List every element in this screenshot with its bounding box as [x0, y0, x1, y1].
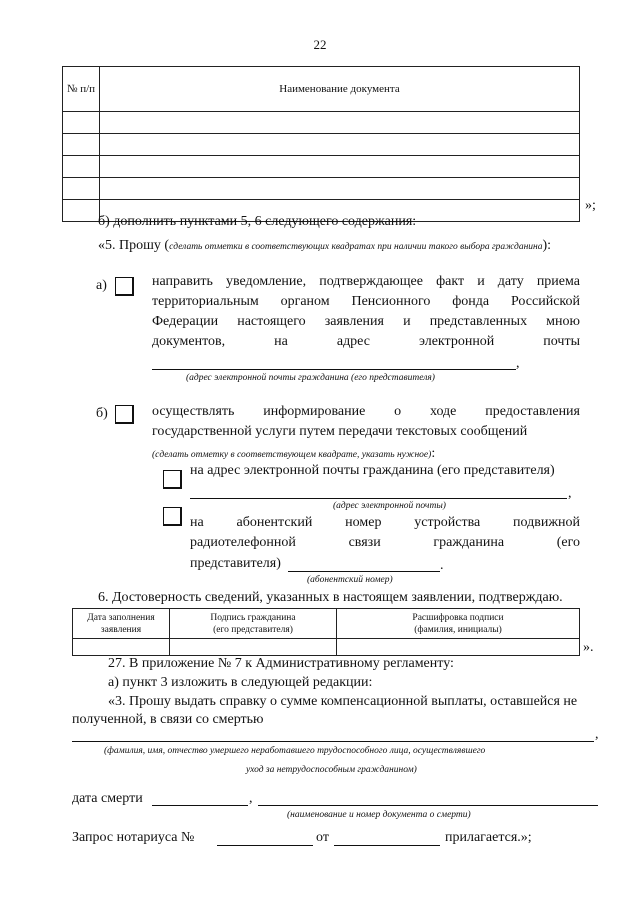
option-phone-line: радиотелефонной связи гражданина (его	[190, 535, 580, 550]
item-b-hint: (сделать отметку в соответствующем квадрате, указать нужное):	[152, 446, 436, 461]
table-row	[63, 134, 580, 156]
item-a-line: территориальным органом Пенсионного фонда Российской	[152, 294, 580, 309]
checkbox-b-email[interactable]	[163, 470, 182, 489]
notary-date-line[interactable]	[334, 845, 440, 846]
point-27: 27. В приложение № 7 к Административному регламенту:	[108, 656, 454, 671]
item-b-line: осуществлять информирование о ходе предоставления	[152, 404, 580, 419]
option-email-label: на адрес электронной почты гражданина (его представителя)	[190, 463, 555, 478]
email-caption: (адрес электронной почты)	[333, 501, 446, 511]
point-3-line: полученной, в связи со смертью	[72, 712, 264, 727]
notary-number-line[interactable]	[217, 845, 313, 846]
option-phone-line: на абонентский номер устройства подвижной	[190, 515, 580, 530]
email-input-line[interactable]	[190, 498, 567, 499]
death-date-label: дата смерти	[72, 791, 143, 806]
option-phone-line: представителя)	[190, 556, 281, 571]
col-number-header: № п/п	[63, 67, 100, 112]
email-caption: (адрес электронной почты гражданина (его представителя)	[186, 373, 435, 383]
page-number: 22	[313, 37, 327, 52]
point-27a: а) пункт 3 изложить в следующей редакции:	[108, 675, 373, 690]
item-b-label: б)	[96, 406, 108, 421]
col-date-header: Дата заполнения заявления	[73, 609, 170, 639]
checkbox-b-phone[interactable]	[163, 507, 182, 526]
fio-caption: (фамилия, имя, отчество умершего неработавшего трудоспособного лица, осуществлявшего	[104, 746, 486, 756]
col-name-header: Наименование документа	[100, 67, 580, 112]
email-field-line[interactable]	[152, 369, 516, 370]
item-a-line: Федерации настоящего заявления и представленных мною	[152, 314, 580, 329]
phone-input-line[interactable]	[288, 571, 440, 572]
death-document-caption: (наименование и номер документа о смерти)	[287, 810, 471, 820]
notary-attached: прилагается.»;	[445, 830, 532, 845]
item-a-line: документов, на адрес электронной почты	[152, 334, 580, 349]
point-6: 6. Достоверность сведений, указанных в настоящем заявлении, подтверждаю.	[98, 590, 563, 605]
item-b-line: государственной услуги путем передачи текстовых сообщений	[152, 424, 528, 439]
checkbox-a[interactable]	[115, 277, 134, 296]
signature-table	[72, 608, 580, 656]
col-decoding-header: Расшифровка подписи (фамилия, инициалы)	[337, 609, 580, 639]
col-signature-header: Подпись гражданина (его представителя)	[170, 609, 337, 639]
quote-close: »;	[585, 198, 596, 213]
fio-caption: уход за нетрудоспособным гражданином)	[246, 765, 417, 775]
checkbox-b[interactable]	[115, 405, 134, 424]
death-date-line[interactable]	[152, 805, 248, 806]
item-a-line: направить уведомление, подтверждающее факт и дату приема	[152, 274, 580, 289]
table-row	[63, 112, 580, 134]
para-b: б) дополнить пунктами 5, 6 следующего содержания:	[98, 214, 417, 229]
deceased-name-line[interactable]	[72, 741, 594, 742]
item-a-label: а)	[96, 278, 107, 293]
point-5-header: «5. Прошу (сделать отметки в соответствующих квадратах при наличии такого выбора гражданина):	[98, 238, 552, 253]
table-row	[63, 156, 580, 178]
table-row	[73, 639, 580, 656]
point-3-line: «3. Прошу выдать справку о сумме компенсационной выплаты, оставшейся не	[108, 694, 578, 709]
documents-table	[62, 66, 580, 222]
comma: ,	[595, 727, 599, 742]
notary-from: от	[316, 830, 329, 845]
period: .	[440, 558, 444, 573]
comma: ,	[249, 791, 253, 806]
phone-caption: (абонентский номер)	[307, 575, 393, 585]
comma: ,	[568, 486, 572, 501]
table-row	[63, 178, 580, 200]
quote-close: ».	[583, 640, 594, 655]
death-document-line[interactable]	[258, 805, 598, 806]
notary-label: Запрос нотариуса №	[72, 830, 195, 845]
comma: ,	[516, 356, 520, 371]
